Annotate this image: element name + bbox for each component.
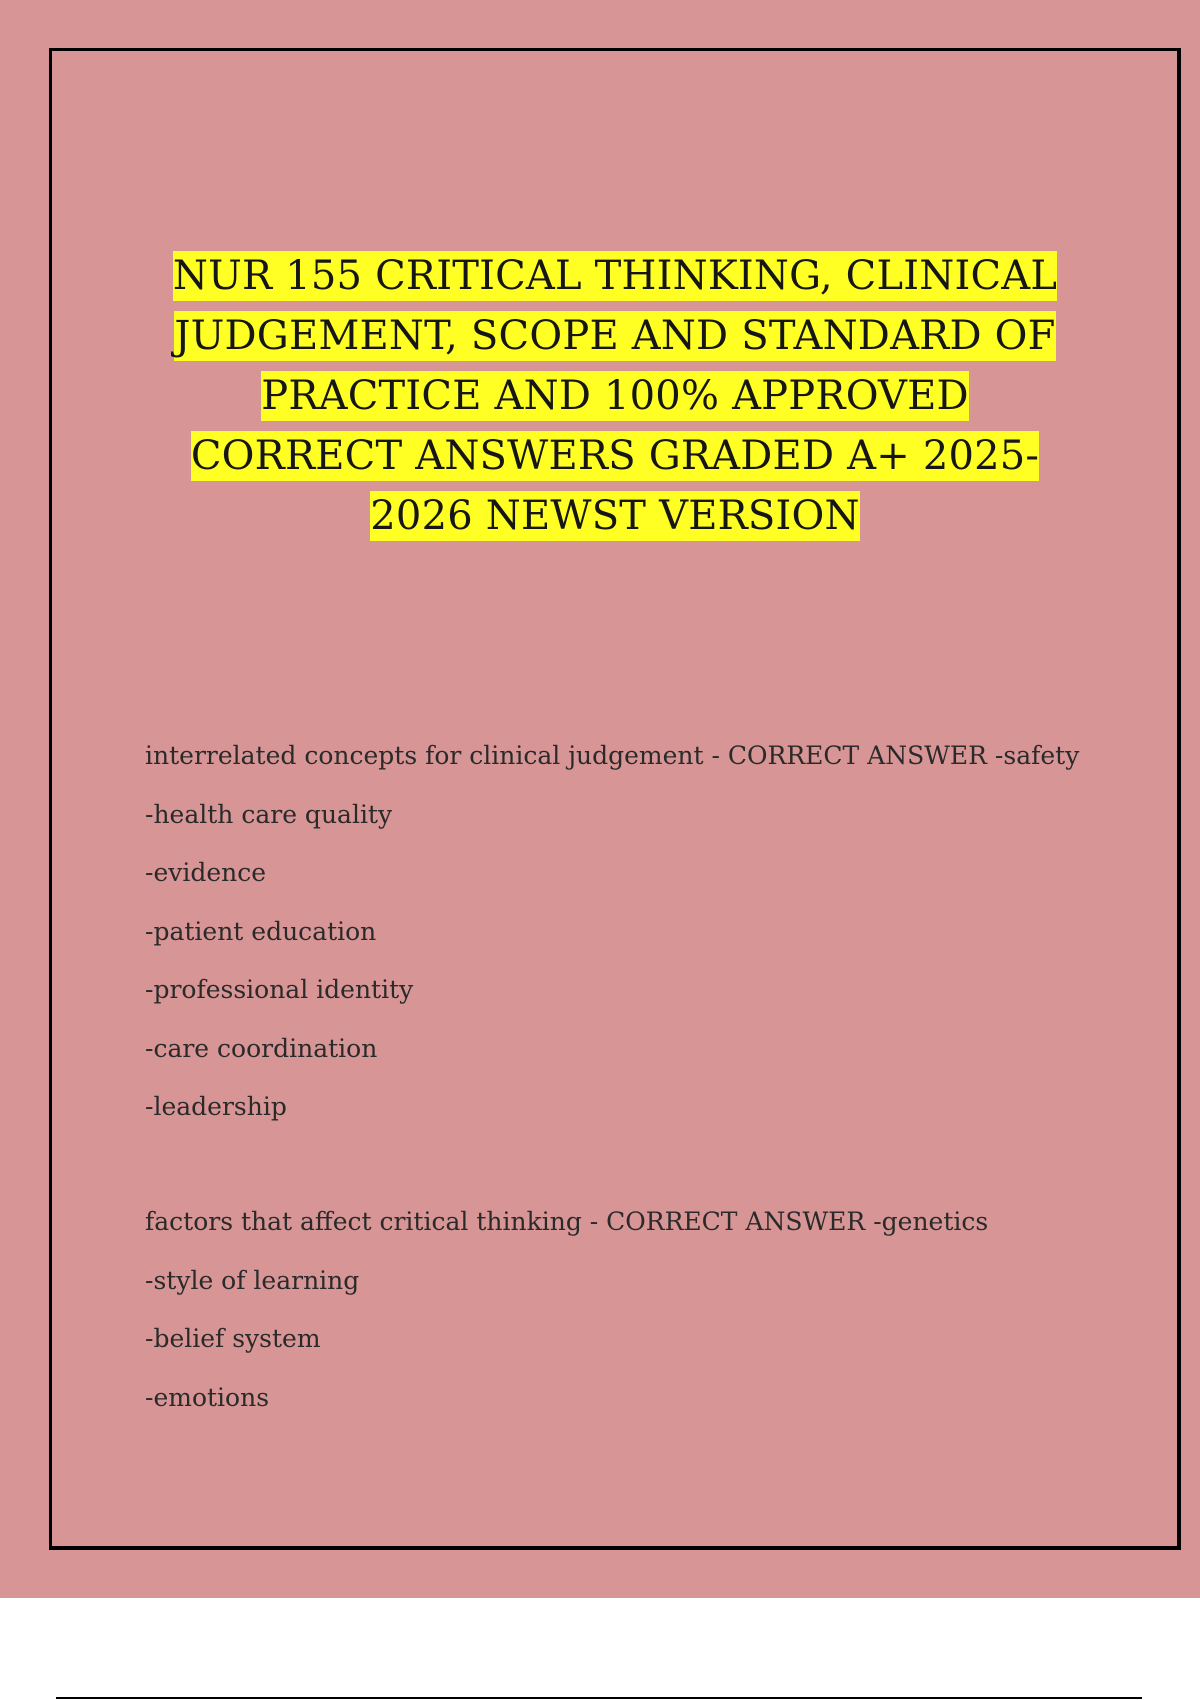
qa-answer-line: -leadership — [145, 1092, 287, 1121]
qa-question-line: factors that affect critical thinking - CORRECT ANSWER -genetics — [145, 1207, 989, 1236]
footer-divider — [56, 1697, 1142, 1699]
qa-answer-line: -emotions — [145, 1382, 270, 1412]
qa-question-line: interrelated concepts for clinical judgement - CORRECT ANSWER -safety — [145, 741, 1080, 770]
qa-answer-line: -professional identity — [145, 975, 414, 1004]
qa-answer-line: -style of learning — [145, 1265, 360, 1295]
qa-answer-line: -care coordination — [145, 1033, 378, 1063]
qa-answer-line: -belief system — [145, 1324, 321, 1353]
document-title-text: NUR 155 CRITICAL THINKING, CLINICAL JUDGEMENT, SCOPE AND STANDARD OF PRACTICE AND 100% APPROVED CORRECT ANSWERS GRADED A+ 2025-2026 NEWST VERSION — [172, 253, 1058, 539]
qa-answer-line: -evidence — [145, 858, 267, 887]
qa-answer-line: -health care quality — [145, 799, 393, 829]
document-title — [170, 246, 1060, 546]
qa-answer-line: -patient education — [145, 916, 377, 946]
qa-block — [145, 741, 1105, 1151]
qa-block — [145, 1207, 1105, 1441]
